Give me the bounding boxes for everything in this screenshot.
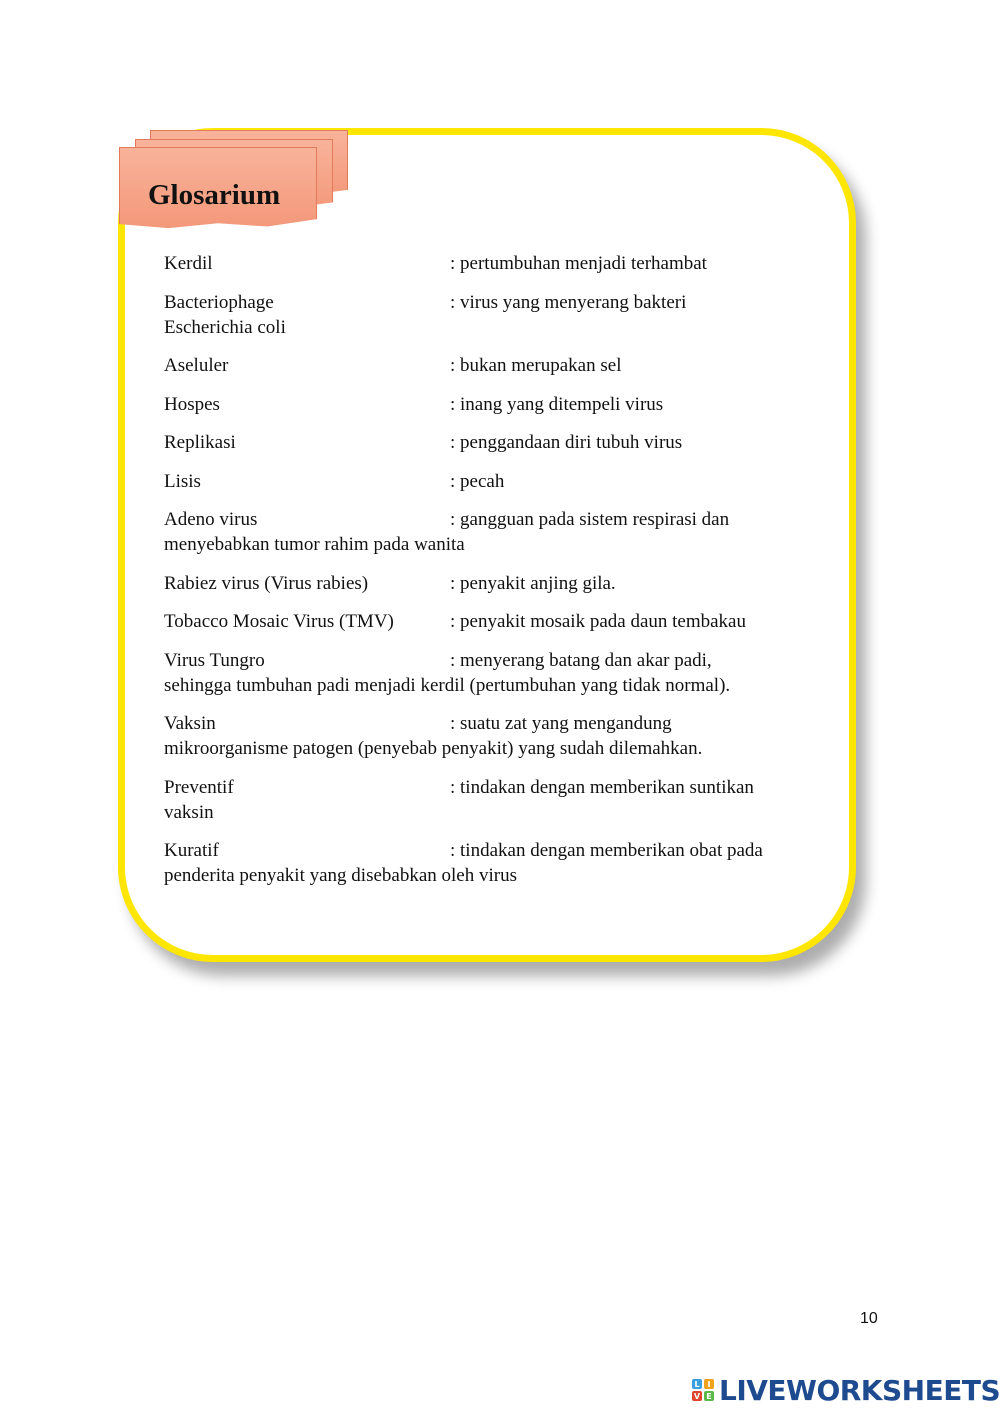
logo-mark-letter: L: [692, 1379, 702, 1389]
glossary-term: Lisis: [164, 470, 201, 492]
liveworksheets-mark-icon: [692, 1379, 714, 1401]
logo-text: LIVEWORKSHEETS: [719, 1373, 1000, 1407]
glossary-definition: : penggandaan diri tubuh virus: [450, 432, 683, 453]
glossary-term: Tobacco Mosaic Virus (TMV): [164, 611, 394, 632]
glossary-definition-continuation: mikroorganisme patogen (penyebab penyakit) yang sudah dilemahkan.: [164, 738, 703, 759]
glossary-definition: : pertumbuhan menjadi terhambat: [450, 253, 707, 274]
logo-mark-letter: I: [704, 1379, 714, 1389]
glossary-definition: : suatu zat yang mengandung: [450, 713, 672, 734]
glossary-entry: [164, 711, 804, 761]
glossary-entry: [164, 251, 804, 276]
glossary-definition-continuation: menyebabkan tumor rahim pada wanita: [164, 534, 465, 555]
glossary-term: Virus Tungro: [164, 649, 265, 671]
glossary-definition: : pecah: [450, 470, 505, 492]
glossary-entry: [164, 353, 804, 378]
glossary-term: Replikasi: [164, 432, 236, 453]
glossary-term: Kerdil: [164, 253, 213, 274]
glossary-term: Aseluler: [164, 355, 229, 376]
glossary-entry: [164, 469, 804, 494]
page-number: 10: [860, 1310, 878, 1327]
glossary-definition: : menyerang batang dan akar padi,: [450, 649, 712, 671]
liveworksheets-logo: [692, 1374, 1000, 1406]
glossary-entry: [164, 571, 804, 596]
glossary-term: Hospes: [164, 393, 220, 415]
glossary-list: [164, 251, 804, 902]
logo-mark-letter: V: [693, 1391, 701, 1401]
glossary-term: Bacteriophage: [164, 291, 274, 313]
glossary-definition: : virus yang menyerang bakteri: [450, 291, 687, 313]
glossary-entry: [164, 290, 804, 340]
glossary-entry: [164, 775, 804, 825]
glossary-term: Kuratif: [164, 840, 219, 861]
glossary-definition: : inang yang ditempeli virus: [450, 393, 664, 415]
glossary-definition-continuation: penderita penyakit yang disebabkan oleh virus: [164, 865, 517, 886]
glossary-entry: [164, 838, 804, 888]
glossary-definition: : penyakit mosaik pada daun tembakau: [450, 611, 746, 632]
glossary-term: Vaksin: [164, 713, 216, 734]
glossary-definition: : gangguan pada sistem respirasi dan: [450, 509, 730, 530]
glossary-definition: : tindakan dengan memberikan suntikan: [450, 776, 754, 798]
glossary-term: Rabiez virus (Virus rabies): [164, 572, 369, 594]
glossary-term: Adeno virus: [164, 509, 258, 530]
glossary-definition-continuation: vaksin: [164, 801, 214, 823]
glossary-term: Preventif: [164, 776, 234, 798]
glossary-entry: [164, 648, 804, 698]
glossary-entry: [164, 392, 804, 417]
page-title: Glosarium: [148, 179, 281, 211]
logo-mark-letter: E: [704, 1391, 714, 1401]
glossary-definition: : bukan merupakan sel: [450, 355, 622, 376]
glossary-definition: : penyakit anjing gila.: [450, 572, 616, 594]
glossary-definition-continuation: Escherichia coli: [164, 316, 286, 338]
glossary-entry: [164, 609, 804, 634]
glossary-definition: : tindakan dengan memberikan obat pada: [450, 840, 763, 861]
glossary-definition-continuation: sehingga tumbuhan padi menjadi kerdil (pertumbuhan yang tidak normal).: [164, 674, 731, 696]
glossary-entry: [164, 507, 804, 557]
glossary-entry: [164, 430, 804, 455]
